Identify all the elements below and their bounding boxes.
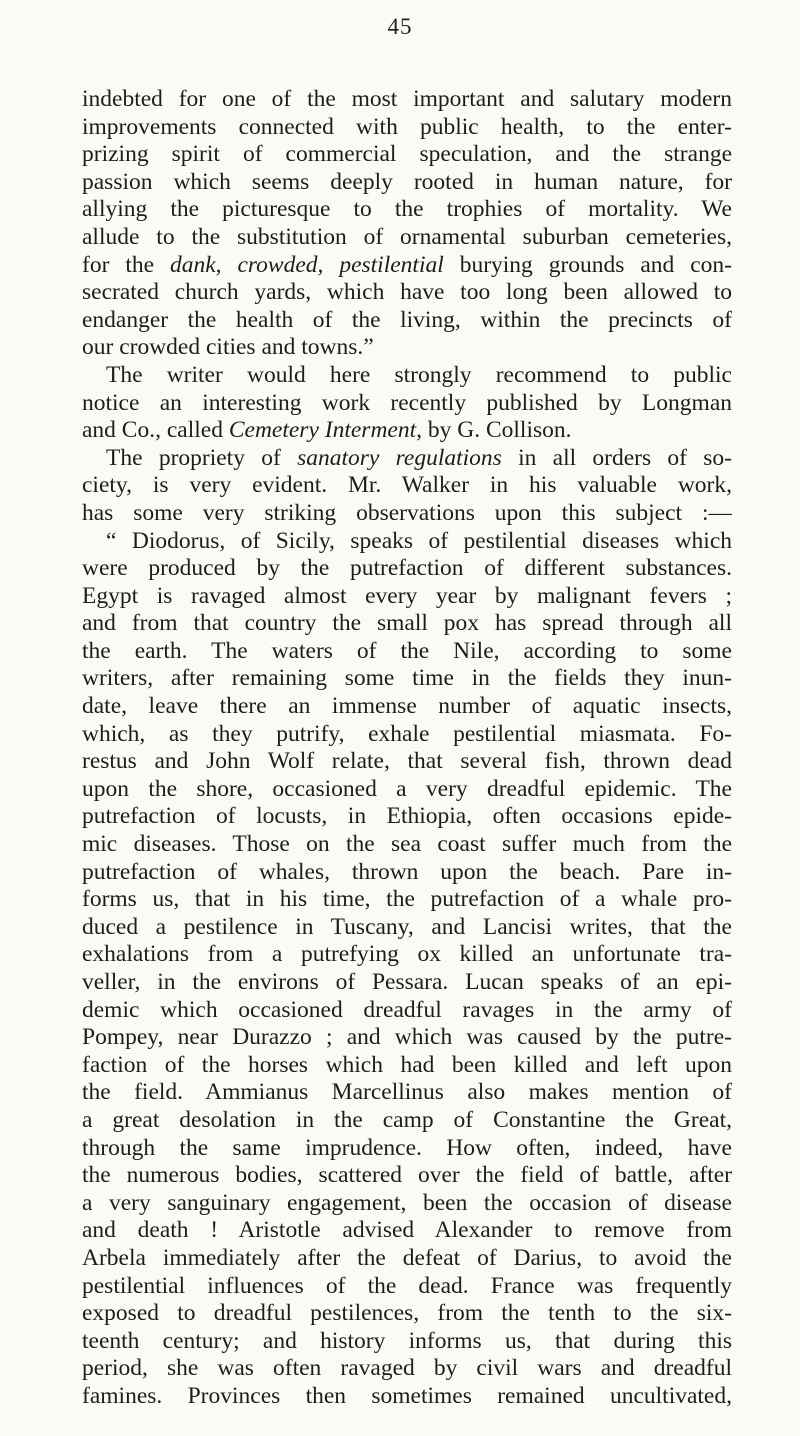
text-line: which, as they putrify, exhale pestilential miasmata. Fo- bbox=[82, 720, 732, 747]
text-line: the earth. The waters of the Nile, according to some bbox=[82, 637, 732, 664]
text-line: famines. Provinces then sometimes remained uncultivated, bbox=[82, 1382, 732, 1409]
text-line: date, leave there an immense number of aquatic insects, bbox=[82, 693, 732, 720]
text-line: improvements connected with public health, to the enter- bbox=[82, 113, 732, 140]
text-line: mic diseases. Those on the sea coast suffer much from the bbox=[82, 831, 732, 858]
text-line: veller, in the environs of Pessara. Lucan speaks of an epi- bbox=[82, 969, 732, 995]
text-line: Pompey, near Durazzo ; and which was caused by the putre- bbox=[82, 1024, 732, 1051]
page-number: 45 bbox=[387, 14, 413, 39]
text-line: faction of the horses which had been killed and left upon bbox=[82, 1051, 732, 1078]
text-line: allying the picturesque to the trophies of mortality. We bbox=[82, 196, 732, 223]
text-line: putrefaction of locusts, in Ethiopia, often occasions epide- bbox=[82, 803, 732, 830]
text-line: pestilential influences of the dead. France was frequently bbox=[82, 1272, 732, 1299]
text-line: demic which occasioned dreadful ravages in the army of bbox=[82, 996, 732, 1023]
text-line: restus and John Wolf relate, that several fish, thrown dead bbox=[82, 748, 732, 775]
text-line: The writer would here strongly recommend to public bbox=[106, 361, 732, 388]
text-line: teenth century; and history informs us, that during this bbox=[82, 1327, 732, 1354]
text-line: our crowded cities and towns.” bbox=[82, 334, 374, 361]
text-line: exposed to dreadful pestilences, from the tenth to the six- bbox=[82, 1300, 732, 1327]
text-line: passion which seems deeply rooted in human nature, for bbox=[82, 168, 732, 195]
text-line: period, she was often ravaged by civil wars and dreadful bbox=[82, 1355, 732, 1382]
text-line: endanger the health of the living, within the precincts of bbox=[82, 306, 732, 333]
text-line: allude to the substitution of ornamental suburban cemeteries, bbox=[82, 223, 732, 250]
text-line: indebted for one of the most important and salutary modern bbox=[82, 86, 732, 112]
text-line: has some very striking observations upon this subject :— bbox=[82, 499, 732, 526]
text-line: The propriety of sanatory regulations in all orders of so- bbox=[106, 444, 732, 471]
text-line: the numerous bodies, scattered over the field of battle, after bbox=[82, 1162, 732, 1189]
text-line: exhalations from a putrefying ox killed an unfortunate tra- bbox=[82, 941, 732, 968]
text-line: secrated church yards, which have too long been allowed to bbox=[82, 279, 732, 306]
text-line: Egypt is ravaged almost every year by malignant fevers ; bbox=[82, 582, 732, 609]
text-line: forms us, that in his time, the putrefaction of a whale pro- bbox=[82, 886, 732, 913]
text-line: putrefaction of whales, thrown upon the beach. Pare in- bbox=[82, 858, 732, 885]
text-line: a very sanguinary engagement, been the occasion of disease bbox=[82, 1189, 732, 1216]
text-line: Arbela immediately after the defeat of Darius, to avoid the bbox=[82, 1244, 732, 1271]
text-line: upon the shore, occasioned a very dreadful epidemic. The bbox=[82, 775, 732, 802]
text-line: duced a pestilence in Tuscany, and Lancisi writes, that the bbox=[82, 913, 732, 940]
text-line: the field. Ammianus Marcellinus also makes mention of bbox=[82, 1079, 732, 1106]
text-line: a great desolation in the camp of Constantine the Great, bbox=[82, 1106, 732, 1133]
text-line: notice an interesting work recently published by Longman bbox=[82, 389, 732, 416]
text-line: were produced by the putrefaction of different substances. bbox=[82, 555, 732, 582]
text-line: and death ! Aristotle advised Alexander to remove from bbox=[82, 1217, 732, 1244]
body-text bbox=[82, 86, 732, 1411]
text-line: and Co., called Cemetery Interment, by G. Collison. bbox=[82, 417, 572, 444]
text-line: prizing spirit of commercial speculation, and the strange bbox=[82, 141, 732, 168]
text-line: for the dank, crowded, pestilential burying grounds and con- bbox=[82, 251, 732, 278]
text-line: “ Diodorus, of Sicily, speaks of pestilential diseases which bbox=[106, 527, 732, 554]
text-line: through the same imprudence. How often, indeed, have bbox=[82, 1134, 732, 1161]
text-line: ciety, is very evident. Mr. Walker in his valuable work, bbox=[82, 472, 732, 499]
text-line: and from that country the small pox has spread through all bbox=[82, 610, 732, 637]
text-line: writers, after remaining some time in the fields they inun- bbox=[82, 665, 732, 692]
